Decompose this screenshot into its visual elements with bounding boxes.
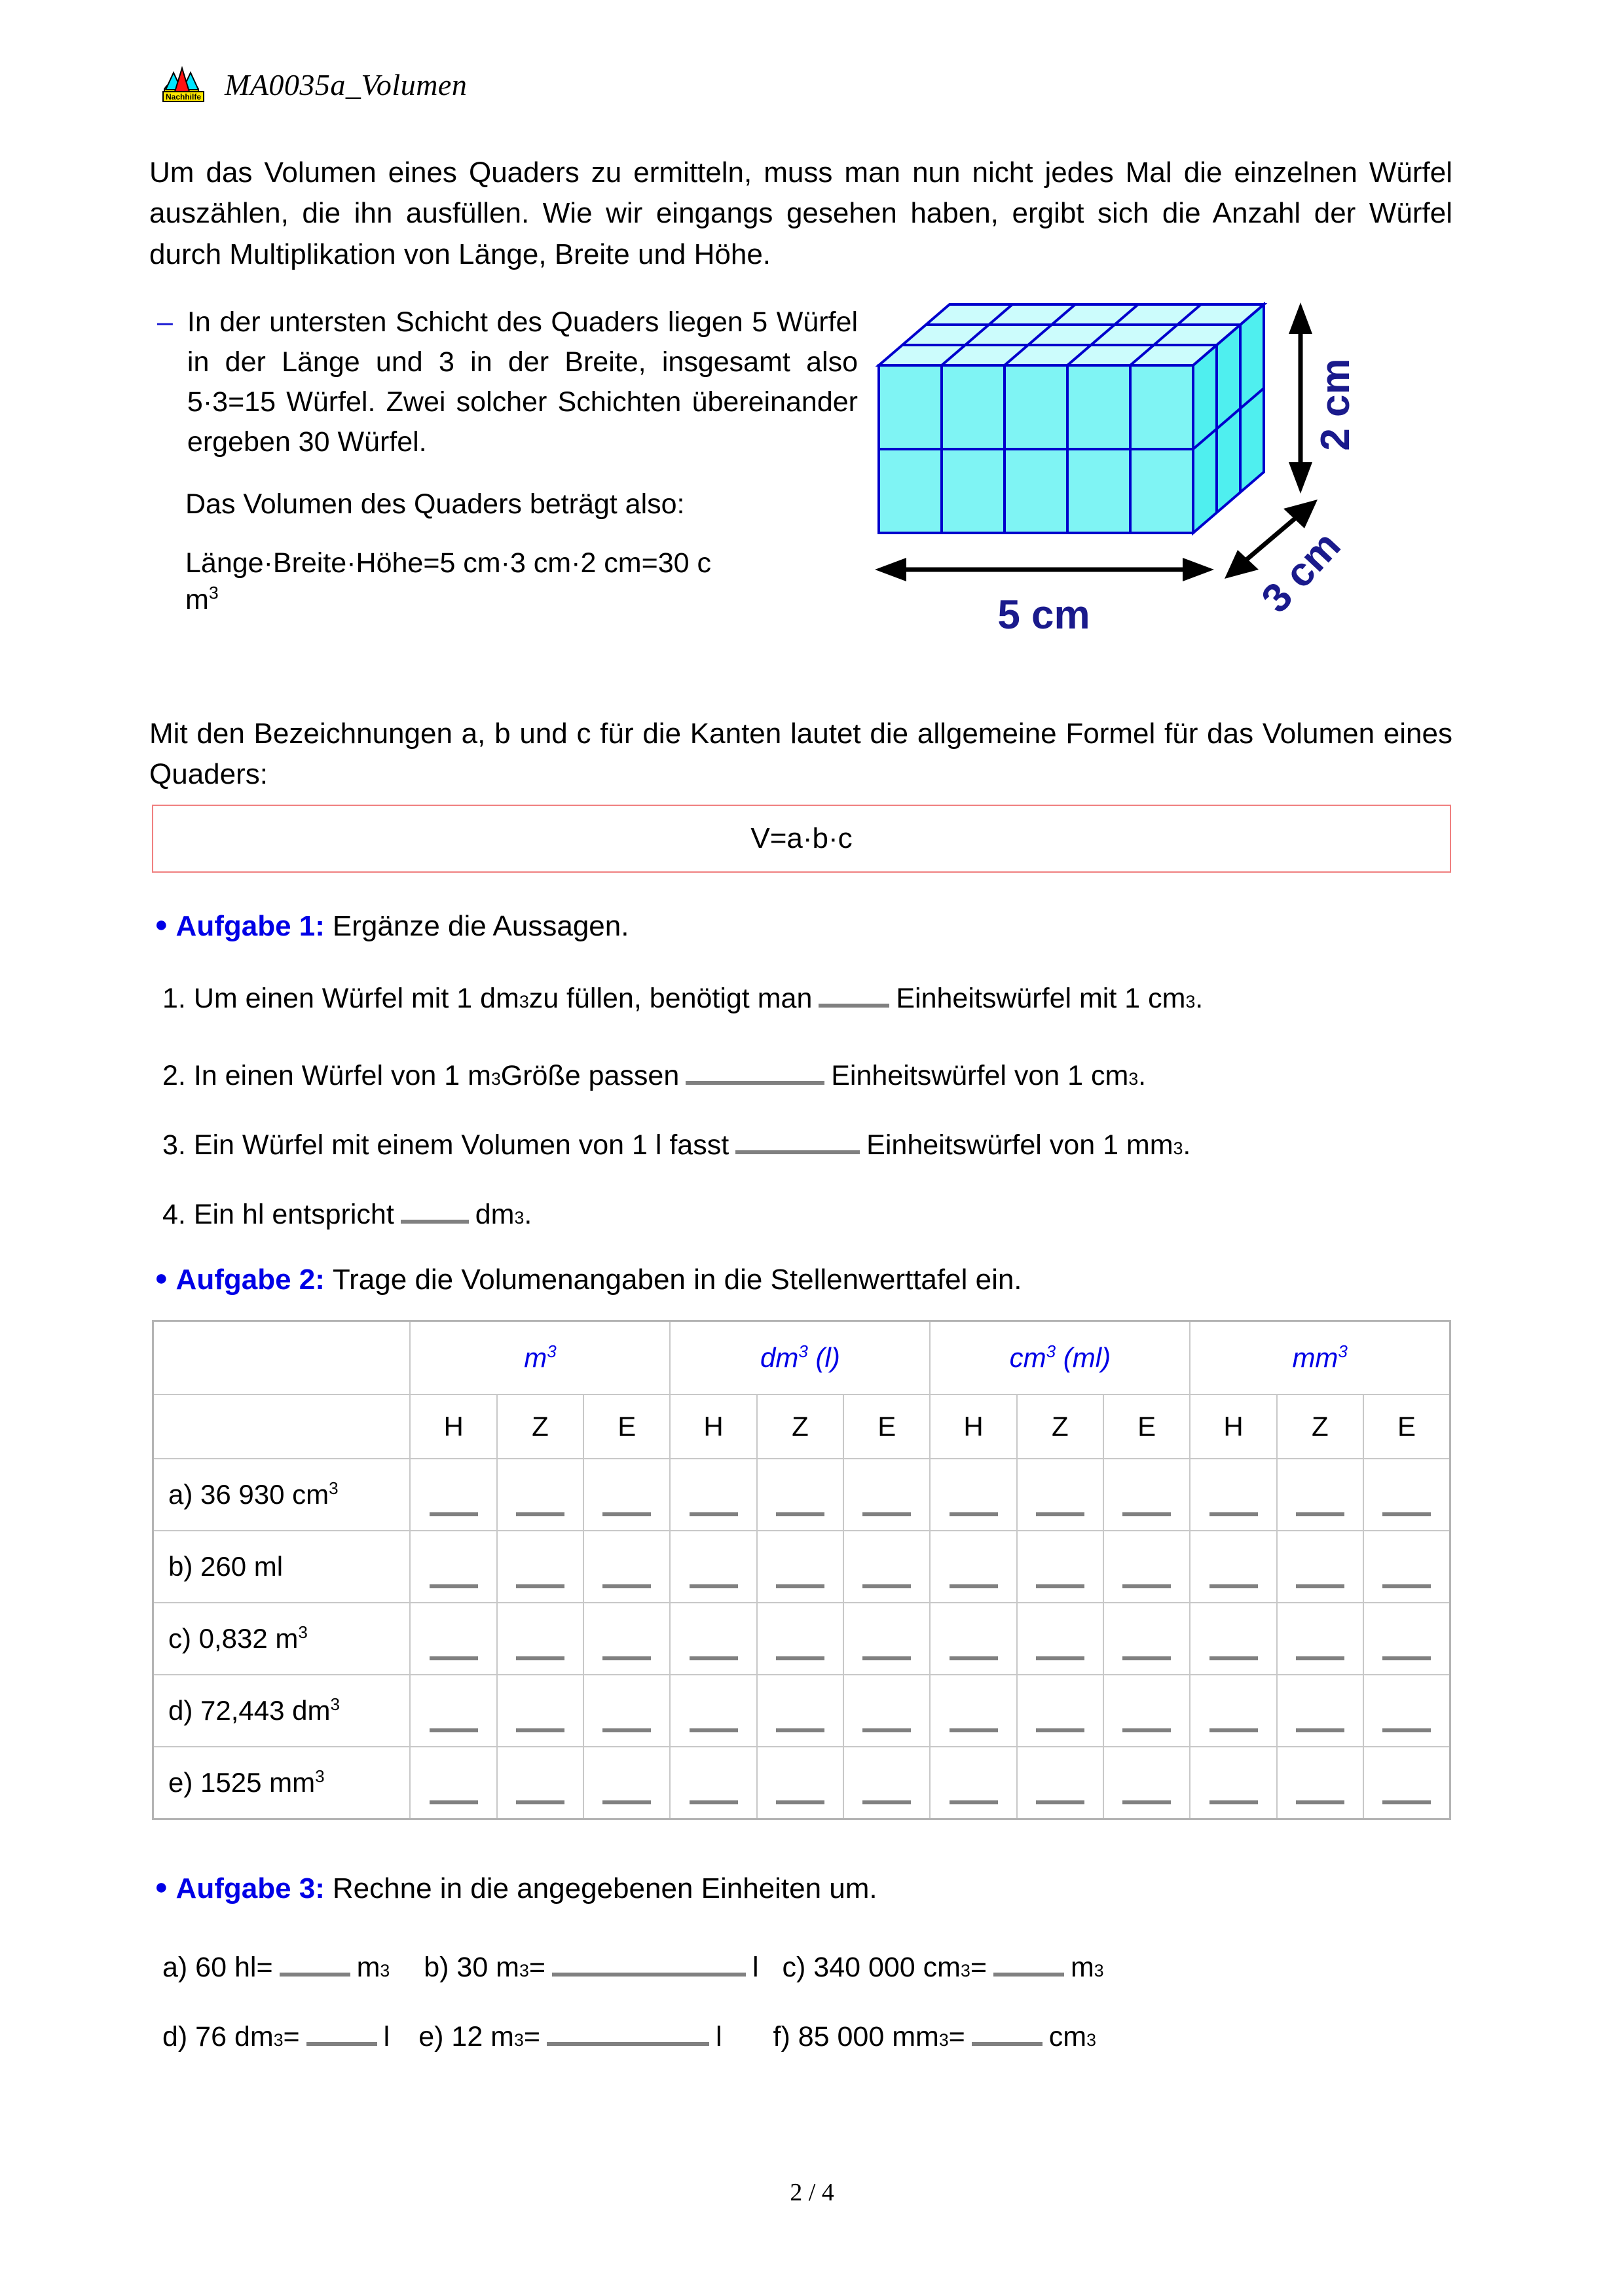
entry-cell[interactable] (757, 1531, 843, 1603)
unit-base: m (524, 1342, 547, 1373)
answer-blank[interactable] (547, 2015, 709, 2046)
place-header: E (583, 1394, 670, 1459)
table-place-header-row (153, 1394, 1450, 1459)
entry-blank (690, 1584, 738, 1588)
entry-cell[interactable] (1017, 1459, 1103, 1531)
height-label: 2 cm (1313, 358, 1358, 451)
equals-sign: = (523, 2020, 540, 2052)
item-text-end: . (524, 1198, 532, 1230)
entry-blank (1296, 1584, 1344, 1588)
entry-blank (430, 1512, 478, 1516)
place-header: Z (1017, 1394, 1103, 1459)
entry-cell[interactable] (930, 1531, 1016, 1603)
length-arrow-icon (875, 558, 1214, 581)
entry-blank (690, 1656, 738, 1660)
entry-blank (862, 1512, 911, 1516)
intro-paragraph: Um das Volumen eines Quaders zu ermitteln, muss man nun nicht jedes Mal die einzelnen Würfel auszählen, die ihn ausfüllen. Wie wir eingangs gesehen haben, ergibt sich die Anzahl der Würfel durch Multiplikation von Länge, Breite und Höhe. (149, 156, 1452, 270)
aufgabe-1-description: Ergänze die Aussagen. (332, 910, 629, 942)
unit-suffix: (l) (807, 1342, 840, 1373)
volume-formula: V=a·b·c (750, 822, 853, 854)
row-label-text: a) 36 930 cm (168, 1479, 329, 1510)
conversion-from: b) 30 m (424, 1951, 519, 1983)
entry-blank (1382, 1800, 1431, 1804)
row-label (153, 1603, 411, 1675)
entry-cell[interactable] (670, 1675, 756, 1747)
answer-blank[interactable] (993, 1946, 1064, 1977)
entry-blank (1209, 1656, 1258, 1660)
place-header: Z (1277, 1394, 1363, 1459)
aufgabe1-item-1: 1. Um einen Würfel mit 1 dm 3 zu füllen, benötigt man Einheitswürfel mit 1 cm 3 . (162, 977, 1203, 1015)
depth-label: 3 cm (1253, 522, 1350, 622)
aufgabe3-item-b: b) 30 m 3 = l (424, 1946, 758, 1984)
entry-cell[interactable] (757, 1603, 843, 1675)
entry-cell[interactable] (1190, 1459, 1276, 1531)
entry-blank (776, 1656, 824, 1660)
entry-blank (1036, 1512, 1084, 1516)
item-text-pre: Ein hl entspricht (193, 1198, 394, 1230)
row-label-text: d) 72,443 dm (168, 1695, 331, 1726)
entry-cell[interactable] (1363, 1675, 1450, 1747)
entry-blank (950, 1656, 998, 1660)
volume-calc-part2: m (185, 584, 209, 616)
conversion-to: l (383, 2020, 390, 2052)
entry-blank (516, 1728, 564, 1732)
entry-cell[interactable] (1190, 1603, 1276, 1675)
entry-blank (1382, 1656, 1431, 1660)
entry-cell[interactable] (410, 1603, 496, 1675)
entry-cell[interactable] (1103, 1531, 1190, 1603)
conversion-from: f) 85 000 mm (773, 2020, 939, 2052)
unit-sup: 3 (798, 1341, 808, 1361)
stellenwerttafel-wrapper (152, 1320, 1451, 1820)
aufgabe3-item-c: c) 340 000 cm 3 = m 3 (783, 1946, 1104, 1984)
unit-sup: 3 (1046, 1341, 1056, 1361)
aufgabe-3-heading (155, 1872, 877, 1905)
entry-cell[interactable] (1017, 1531, 1103, 1603)
place-header: H (670, 1394, 756, 1459)
aufgabe-2-label: Aufgabe 2: (175, 1264, 325, 1296)
entry-blank (1296, 1800, 1344, 1804)
aufgabe3-row-1 (162, 1946, 1104, 1984)
place-header: H (410, 1394, 496, 1459)
page-number: 2 / 4 (790, 2179, 834, 2206)
cuboid-front-face (879, 365, 1193, 533)
unit-header-mm3 (1190, 1321, 1450, 1395)
entry-cell[interactable] (1103, 1603, 1190, 1675)
entry-blank (1209, 1728, 1258, 1732)
equals-sign: = (948, 2020, 965, 2052)
equals-sign: = (528, 1951, 545, 1983)
entry-blank (430, 1584, 478, 1588)
conversion-from: e) 12 m (418, 2020, 514, 2052)
place-header: Z (757, 1394, 843, 1459)
entry-cell[interactable] (583, 1603, 670, 1675)
entry-cell[interactable] (1190, 1531, 1276, 1603)
entry-blank (950, 1584, 998, 1588)
entry-blank (1382, 1512, 1431, 1516)
entry-blank (950, 1800, 998, 1804)
entry-blank (602, 1584, 651, 1588)
volume-calc-exponent: 3 (208, 583, 219, 603)
entry-cell[interactable] (1017, 1675, 1103, 1747)
item-text-post: Einheitswürfel von 1 cm (831, 1059, 1129, 1091)
formula-box (152, 805, 1451, 873)
aufgabe1-item-3: 3. Ein Würfel mit einem Volumen von 1 l fasst Einheitswürfel von 1 mm 3 . (162, 1123, 1190, 1161)
entry-cell[interactable] (1363, 1603, 1450, 1675)
place-header: H (930, 1394, 1016, 1459)
answer-blank[interactable] (552, 1946, 746, 1977)
aufgabe3-item-e: e) 12 m 3 = l (418, 2015, 722, 2053)
item-text-end: . (1138, 1059, 1147, 1091)
entry-cell[interactable] (843, 1603, 930, 1675)
stellenwerttafel (152, 1320, 1451, 1820)
entry-blank (1036, 1656, 1084, 1660)
conversion-to: l (715, 2020, 722, 2052)
entry-blank (1209, 1512, 1258, 1516)
unit-base: dm (760, 1342, 799, 1373)
entry-cell[interactable] (930, 1459, 1016, 1531)
entry-cell[interactable] (757, 1747, 843, 1819)
row-label-sup: 3 (298, 1622, 308, 1642)
entry-blank (1122, 1512, 1171, 1516)
entry-cell[interactable] (583, 1459, 670, 1531)
entry-cell[interactable] (583, 1675, 670, 1747)
item-text-end: . (1183, 1129, 1191, 1161)
entry-blank (862, 1656, 911, 1660)
entry-blank (776, 1584, 824, 1588)
item-text-post: Einheitswürfel mit 1 cm (896, 982, 1186, 1014)
dash-list-item (157, 302, 858, 462)
entry-blank (1296, 1728, 1344, 1732)
item-text-post: Einheitswürfel von 1 mm (866, 1129, 1173, 1161)
entry-cell[interactable] (670, 1603, 756, 1675)
entry-cell[interactable] (1363, 1531, 1450, 1603)
entry-blank (776, 1512, 824, 1516)
answer-blank[interactable] (735, 1123, 860, 1154)
unit-sup: 3 (1338, 1341, 1348, 1361)
entry-blank (1382, 1728, 1431, 1732)
entry-blank (516, 1800, 564, 1804)
entry-cell[interactable] (497, 1603, 583, 1675)
document-title: MA0035a_Volumen (225, 67, 468, 101)
entry-cell[interactable] (497, 1747, 583, 1819)
entry-blank (1296, 1512, 1344, 1516)
entry-cell[interactable] (843, 1747, 930, 1819)
item-number: 3. (162, 1129, 186, 1161)
entry-cell[interactable] (1103, 1675, 1190, 1747)
entry-cell[interactable] (930, 1747, 1016, 1819)
unit-header-m3 (410, 1321, 670, 1395)
entry-blank (602, 1800, 651, 1804)
answer-blank[interactable] (401, 1193, 469, 1224)
place-header: Z (497, 1394, 583, 1459)
unit-suffix: (ml) (1056, 1342, 1111, 1373)
entry-cell[interactable] (1017, 1603, 1103, 1675)
aufgabe-1-label: Aufgabe 1: (175, 910, 325, 942)
unit-header-cm3 (930, 1321, 1190, 1395)
entry-blank (1036, 1800, 1084, 1804)
aufgabe1-item-4: 4. Ein hl entspricht dm 3 . (162, 1193, 532, 1231)
row-label-text: c) 0,832 m (168, 1623, 299, 1654)
place-header: E (1103, 1394, 1190, 1459)
entry-blank (1209, 1800, 1258, 1804)
table-row (153, 1747, 1450, 1819)
row-label-text: b) 260 ml (168, 1551, 284, 1582)
entry-cell[interactable] (1103, 1459, 1190, 1531)
entry-cell[interactable] (1103, 1747, 1190, 1819)
nachhilfe-logo-icon (159, 63, 210, 106)
equals-sign: = (256, 1951, 273, 1983)
page-header (159, 63, 467, 106)
entry-cell[interactable] (410, 1747, 496, 1819)
conversion-from: c) 340 000 cm (782, 1951, 961, 1983)
aufgabe-2-heading (155, 1264, 1022, 1296)
table-row (153, 1603, 1450, 1675)
item-number: 1. (162, 982, 186, 1014)
place-header: E (843, 1394, 930, 1459)
entry-blank (602, 1512, 651, 1516)
item-text-end: . (1195, 982, 1204, 1014)
item-text-pre: Ein Würfel mit einem Volumen von 1 l fasst (193, 1129, 729, 1161)
answer-blank[interactable] (280, 1946, 350, 1977)
entry-blank (862, 1728, 911, 1732)
conversion-to: m (1070, 1951, 1094, 1983)
answer-blank[interactable] (686, 1054, 824, 1085)
equals-sign: = (970, 1951, 987, 1983)
entry-blank (1296, 1656, 1344, 1660)
entry-blank (776, 1800, 824, 1804)
conversion-to: l (752, 1951, 759, 1983)
entry-cell[interactable] (1277, 1603, 1363, 1675)
entry-cell[interactable] (1277, 1675, 1363, 1747)
entry-cell[interactable] (930, 1603, 1016, 1675)
entry-cell[interactable] (410, 1675, 496, 1747)
entry-blank (862, 1800, 911, 1804)
corner-cell (153, 1321, 411, 1395)
logo-label: Nachhilfe (165, 92, 202, 101)
place-header: H (1190, 1394, 1276, 1459)
row-label-text: e) 1525 mm (168, 1767, 316, 1798)
entry-cell[interactable] (1363, 1459, 1450, 1531)
entry-cell[interactable] (1277, 1747, 1363, 1819)
entry-cell[interactable] (410, 1459, 496, 1531)
volume-intro-line: Das Volumen des Quaders beträgt also: (185, 488, 685, 520)
entry-blank (1122, 1656, 1171, 1660)
cuboid-body (879, 304, 1264, 533)
aufgabe1-item-2: 2. In einen Würfel von 1 m 3 Größe passen Einheitswürfel von 1 cm 3 . (162, 1054, 1146, 1092)
entry-cell[interactable] (1190, 1747, 1276, 1819)
length-label: 5 cm (997, 592, 1090, 638)
entry-cell[interactable] (497, 1459, 583, 1531)
cuboid-figure (866, 293, 1468, 660)
entry-cell[interactable] (1277, 1531, 1363, 1603)
entry-cell[interactable] (930, 1675, 1016, 1747)
entry-cell[interactable] (410, 1531, 496, 1603)
entry-cell[interactable] (843, 1531, 930, 1603)
aufgabe3-item-f: f) 85 000 mm 3 = cm 3 (773, 2015, 1096, 2053)
general-formula-paragraph: Mit den Bezeichnungen a, b und c für die Kanten lautet die allgemeine Formel für das Volumen eines Quaders: (149, 718, 1452, 791)
answer-blank[interactable] (819, 977, 889, 1008)
answer-blank[interactable] (306, 2015, 377, 2046)
aufgabe3-item-d: d) 76 dm 3 = l (162, 2015, 390, 2053)
item-text-pre: In einen Würfel von 1 m (193, 1059, 491, 1091)
entry-blank (430, 1800, 478, 1804)
unit-base: cm (1009, 1342, 1046, 1373)
explanation-block (157, 302, 858, 619)
row-label (153, 1747, 411, 1819)
entry-cell[interactable] (1363, 1747, 1450, 1819)
entry-cell[interactable] (757, 1459, 843, 1531)
unit-header-dm3 (670, 1321, 930, 1395)
item-number: 4. (162, 1198, 186, 1230)
row-label (153, 1675, 411, 1747)
item-text-pre: Um einen Würfel mit 1 dm (193, 982, 519, 1014)
entry-blank (516, 1584, 564, 1588)
entry-blank (690, 1728, 738, 1732)
entry-cell[interactable] (497, 1531, 583, 1603)
item-text-mid: zu füllen, benötigt man (528, 982, 813, 1014)
entry-cell[interactable] (497, 1675, 583, 1747)
entry-blank (1382, 1584, 1431, 1588)
aufgabe-3-description: Rechne in die angegebenen Einheiten um. (332, 1872, 877, 1904)
entry-blank (602, 1728, 651, 1732)
entry-blank (1122, 1584, 1171, 1588)
equals-sign: = (283, 2020, 300, 2052)
entry-blank (776, 1728, 824, 1732)
table-row (153, 1531, 1450, 1603)
place-header: E (1363, 1394, 1450, 1459)
entry-blank (1122, 1728, 1171, 1732)
entry-cell[interactable] (843, 1459, 930, 1531)
entry-cell[interactable] (1017, 1747, 1103, 1819)
aufgabe3-row-2 (162, 2015, 1096, 2053)
row-label (153, 1459, 411, 1531)
entry-blank (430, 1728, 478, 1732)
entry-blank (862, 1584, 911, 1588)
entry-blank (516, 1656, 564, 1660)
entry-blank (602, 1656, 651, 1660)
aufgabe-2-description: Trage die Volumenangaben in die Stellenwerttafel ein. (332, 1264, 1022, 1296)
entry-cell[interactable] (670, 1747, 756, 1819)
corner-cell-2 (153, 1394, 411, 1459)
aufgabe3-item-a: a) 60 hl = m 3 (162, 1946, 390, 1984)
entry-blank (950, 1728, 998, 1732)
volume-calc-part1: Länge·Breite·Höhe=5 cm·3 cm·2 cm=30 c (185, 547, 712, 579)
entry-blank (690, 1512, 738, 1516)
bullet-icon: ● (155, 1266, 168, 1290)
item-number: 2. (162, 1059, 186, 1091)
aufgabe-1-heading (155, 910, 629, 943)
entry-cell[interactable] (583, 1531, 670, 1603)
entry-cell[interactable] (670, 1531, 756, 1603)
row-label-sup: 3 (315, 1766, 325, 1786)
unit-base: mm (1292, 1342, 1338, 1373)
item-text-mid: Größe passen (500, 1059, 680, 1091)
entry-blank (430, 1656, 478, 1660)
conversion-to: cm (1048, 2020, 1087, 2052)
dash-item-text: In der untersten Schicht des Quaders liegen 5 Würfel in der Länge und 3 in der Breite, insgesamt also 5·3=15 Würfel. Zwei solcher Schichten übereinander ergeben 30 Würfel. (187, 306, 858, 458)
entry-blank (516, 1512, 564, 1516)
bullet-icon: ● (155, 1874, 168, 1899)
aufgabe-3-label: Aufgabe 3: (175, 1872, 325, 1904)
table-unit-header-row (153, 1321, 1450, 1395)
item-text-post: dm (475, 1198, 515, 1230)
row-label (153, 1531, 411, 1603)
entry-cell[interactable] (670, 1459, 756, 1531)
entry-cell[interactable] (583, 1747, 670, 1819)
conversion-to: m (356, 1951, 380, 1983)
conversion-from: d) 76 dm (162, 2020, 274, 2052)
entry-blank (690, 1800, 738, 1804)
answer-blank[interactable] (972, 2015, 1043, 2046)
entry-cell[interactable] (843, 1675, 930, 1747)
entry-blank (1036, 1728, 1084, 1732)
unit-sup: 3 (547, 1341, 557, 1361)
entry-cell[interactable] (757, 1675, 843, 1747)
table-row (153, 1459, 1450, 1531)
entry-cell[interactable] (1277, 1459, 1363, 1531)
page-footer (0, 2178, 1624, 2207)
entry-blank (950, 1512, 998, 1516)
volume-calculation-line (185, 545, 858, 619)
bullet-icon: ● (155, 912, 168, 937)
conversion-from: a) 60 hl (162, 1951, 257, 1983)
entry-blank (1209, 1584, 1258, 1588)
entry-blank (1122, 1800, 1171, 1804)
table-row (153, 1675, 1450, 1747)
row-label-sup: 3 (329, 1478, 339, 1498)
row-label-sup: 3 (330, 1694, 340, 1714)
entry-blank (1036, 1584, 1084, 1588)
entry-cell[interactable] (1190, 1675, 1276, 1747)
dash-marker: – (157, 306, 173, 338)
height-arrow-icon (1289, 302, 1312, 494)
